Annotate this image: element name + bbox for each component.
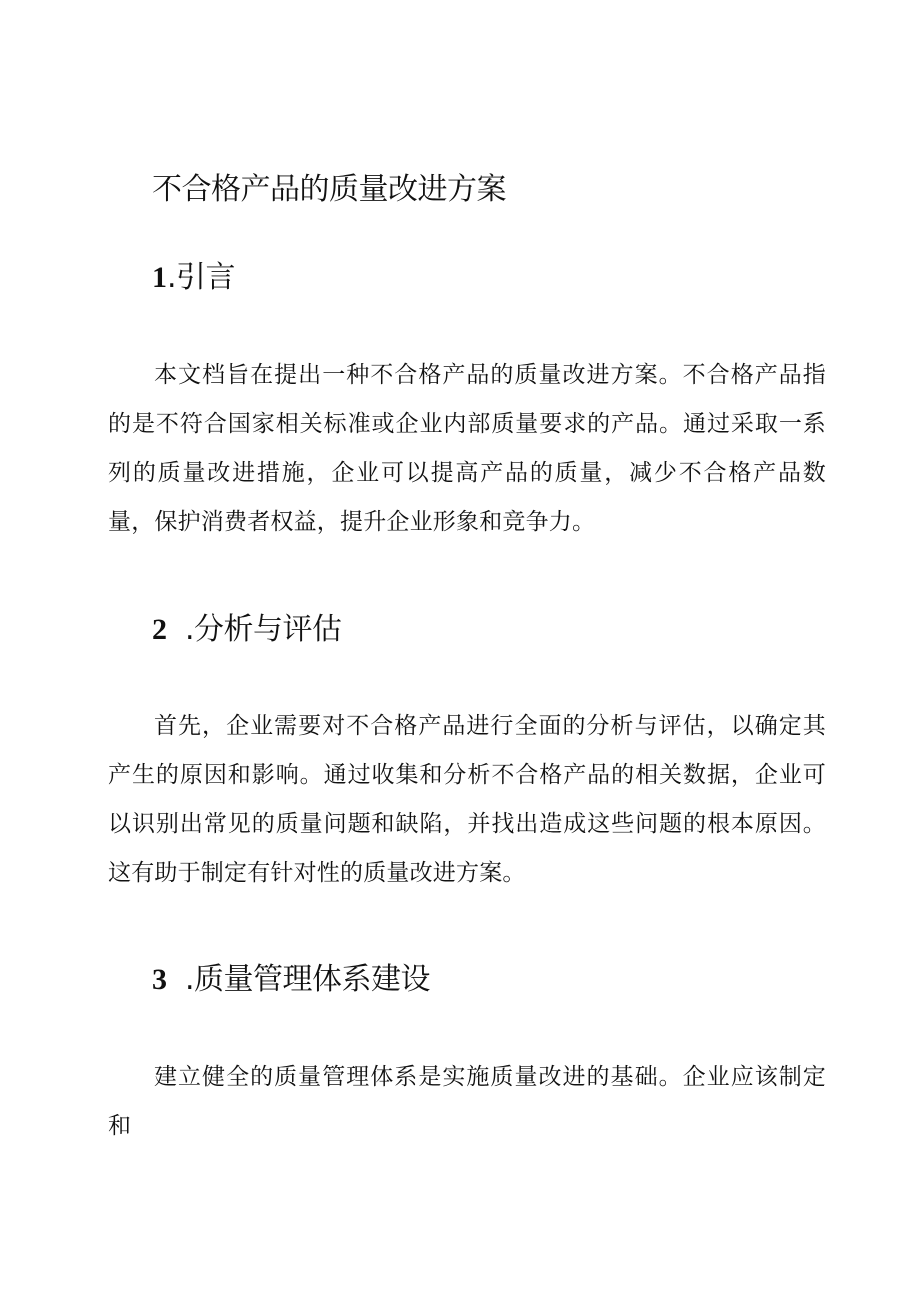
section-heading-introduction	[152, 256, 235, 300]
section-paragraph-introduction: 本文档旨在提出一种不合格产品的质量改进方案。不合格产品指的是不符合国家相关标准或企业内部质量要求的产品。通过采取一系列的质量改进措施，企业可以提高产品的质量，减少不合格产品数量，保护消费者权益，提升企业形象和竞争力。	[108, 362, 826, 535]
section-title: .引言	[167, 260, 236, 295]
section-number: 2	[152, 613, 167, 646]
section-title: .分析与评估	[185, 612, 342, 647]
section-number: 3	[152, 963, 167, 996]
document-title: 不合格产品的质量改进方案	[152, 172, 506, 207]
section-number: 1	[152, 261, 167, 294]
section-paragraph-quality-system: 建立健全的质量管理体系是实施质量改进的基础。企业应该制定和	[108, 1064, 826, 1139]
section-paragraph-analysis: 首先，企业需要对不合格产品进行全面的分析与评估，以确定其产生的原因和影响。通过收集和分析不合格产品的相关数据，企业可以识别出常见的质量问题和缺陷，并找出造成这些问题的根本原因。这有助于制定有针对性的质量改进方案。	[108, 713, 826, 886]
section-heading-analysis	[152, 608, 342, 652]
section-title: .质量管理体系建设	[185, 962, 431, 997]
section-heading-quality-system	[152, 958, 430, 1002]
